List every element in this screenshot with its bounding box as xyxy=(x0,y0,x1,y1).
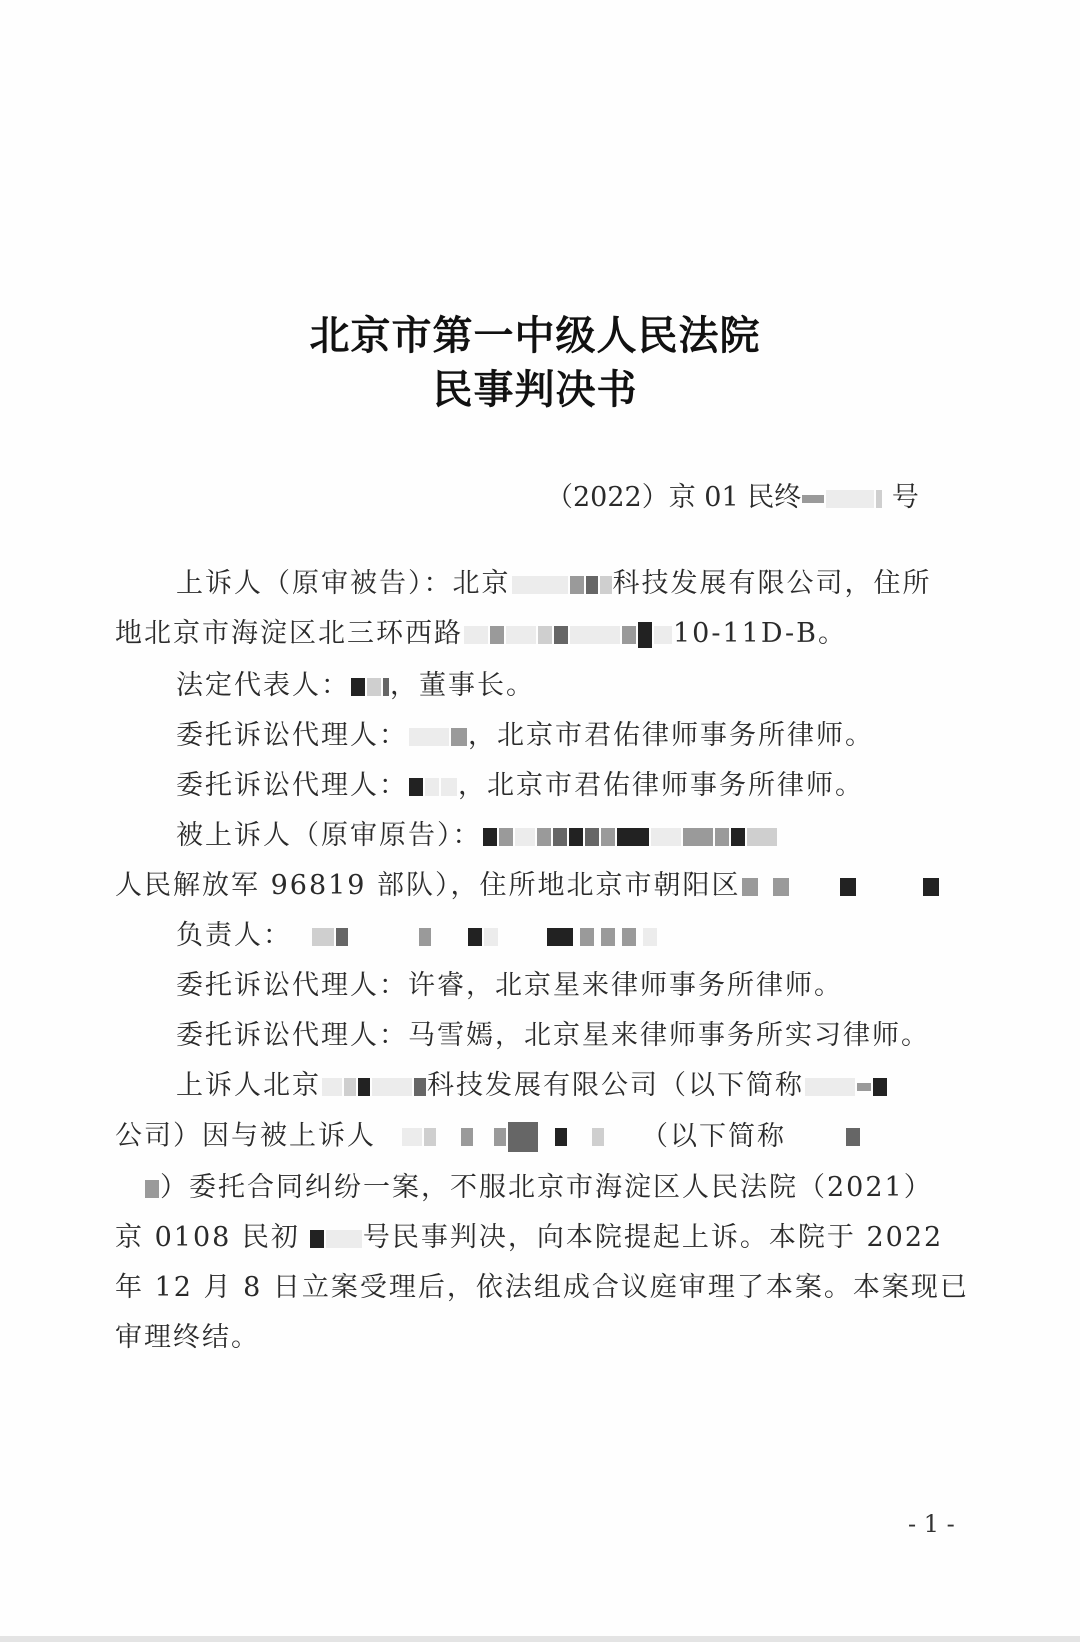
appellee-line xyxy=(176,822,778,849)
body-text: （以下简称 xyxy=(641,1120,786,1152)
redaction-block xyxy=(383,678,389,696)
redaction-block xyxy=(490,626,504,644)
redaction-block xyxy=(515,828,535,846)
redaction-block xyxy=(826,490,874,508)
body-text: ）委托合同纠纷一案，不服北京市海淀区人民法院（2021） xyxy=(160,1172,933,1203)
redaction-block xyxy=(547,928,573,946)
body-line-5: 年 12 月 8 日立案受理后，依法组成合议庭审理了本案。本案现已 xyxy=(115,1272,969,1303)
redaction-block xyxy=(622,928,636,946)
redaction-block xyxy=(569,828,583,846)
appellant-address-line xyxy=(115,620,847,648)
agent-label: 委托诉讼代理人： xyxy=(176,720,408,751)
redaction-block xyxy=(923,878,939,896)
redaction-block xyxy=(358,1078,370,1096)
responsible-label: 负责人： xyxy=(176,920,292,951)
redaction-block xyxy=(326,1230,362,1248)
redaction-block xyxy=(451,728,467,746)
legal-rep-label: 法定代表人： xyxy=(176,670,350,701)
redaction-block xyxy=(484,928,498,946)
redaction-block xyxy=(643,928,657,946)
redaction-block xyxy=(600,576,612,594)
redaction-block xyxy=(506,626,536,644)
redaction-block xyxy=(508,1122,538,1152)
appellee-agent-2-line: 委托诉讼代理人：马雪嫣，北京星来律师事务所实习律师。 xyxy=(176,1020,930,1051)
redaction-block xyxy=(876,490,882,508)
responsible-person-line xyxy=(176,922,658,949)
body-text: 科技发展有限公司（以下简称 xyxy=(427,1070,804,1101)
redaction-block xyxy=(499,828,513,846)
agent-label: 委托诉讼代理人： xyxy=(176,770,408,801)
page-number: - 1 - xyxy=(908,1510,955,1538)
redaction-block xyxy=(537,828,551,846)
redaction-block xyxy=(638,622,652,648)
redaction-block xyxy=(483,828,497,846)
redaction-block xyxy=(441,778,457,796)
page-bottom-edge xyxy=(0,1636,1080,1642)
legal-rep-line xyxy=(176,672,535,699)
redaction-block xyxy=(402,1128,422,1146)
redaction-block xyxy=(468,928,482,946)
appellee-address-line xyxy=(115,872,940,899)
court-name-title: 北京市第一中级人民法院 xyxy=(309,312,761,359)
appellant-address-head: 地北京市海淀区北三环西路 xyxy=(115,618,463,649)
appellee-agent-1-line: 委托诉讼代理人：许睿，北京星来律师事务所律师。 xyxy=(176,970,843,1001)
redaction-block xyxy=(747,828,777,846)
redaction-block xyxy=(409,778,423,796)
redaction-block xyxy=(654,626,672,644)
agent-firm: ，北京市君佑律师事务所律师。 xyxy=(468,720,874,751)
body-line-2 xyxy=(115,1122,861,1152)
redaction-block xyxy=(873,1078,887,1096)
redaction-block xyxy=(802,495,824,503)
redaction-block xyxy=(731,828,745,846)
redaction-block xyxy=(512,576,568,594)
appellant-agent-2-line xyxy=(176,772,864,799)
redaction-block xyxy=(372,1078,412,1096)
redaction-block xyxy=(601,928,615,946)
redaction-block xyxy=(310,1230,324,1248)
redaction-block xyxy=(773,878,789,896)
redaction-block xyxy=(409,728,449,746)
redaction-block xyxy=(570,576,584,594)
redaction-block xyxy=(683,828,713,846)
appellant-company-tail: 科技发展有限公司，住所 xyxy=(612,568,932,599)
redaction-block xyxy=(367,678,381,696)
appellant-address-tail: 10-11D-B。 xyxy=(673,618,847,649)
redaction-block xyxy=(351,678,365,696)
redaction-block xyxy=(336,928,348,946)
redaction-block xyxy=(586,576,598,594)
redaction-block xyxy=(554,626,568,644)
redaction-block xyxy=(464,626,488,644)
body-line-4 xyxy=(115,1224,943,1251)
redaction-block xyxy=(555,1128,567,1146)
appellee-address-head: 人民解放军 96819 部队），住所地北京市朝阳区 xyxy=(115,870,741,901)
case-number-prefix: （2022）京 01 民终 xyxy=(546,482,802,513)
redaction-block xyxy=(570,626,620,644)
redaction-block xyxy=(742,878,758,896)
redaction-block xyxy=(414,1078,426,1096)
redaction-block xyxy=(424,1128,436,1146)
redaction-block xyxy=(419,928,431,946)
appellant-label: 上诉人（原审被告）：北京 xyxy=(176,568,511,599)
redaction-block xyxy=(425,778,439,796)
redaction-block xyxy=(538,626,552,644)
redaction-block xyxy=(840,878,856,896)
redaction-block xyxy=(145,1180,159,1198)
appellant-line xyxy=(176,570,932,597)
redaction-block xyxy=(617,828,649,846)
redaction-block xyxy=(494,1128,506,1146)
redaction-block xyxy=(344,1078,356,1096)
appellee-label: 被上诉人（原审原告）： xyxy=(176,820,482,851)
redaction-block xyxy=(585,828,599,846)
body-line-1 xyxy=(176,1072,888,1099)
redaction-block xyxy=(846,1128,860,1146)
body-line-3 xyxy=(115,1174,933,1201)
appellant-agent-1-line xyxy=(176,722,874,749)
body-text: 公司）因与被上诉人 xyxy=(115,1120,376,1152)
redaction-block xyxy=(461,1128,473,1146)
redaction-block xyxy=(805,1078,855,1096)
redaction-block xyxy=(651,828,681,846)
body-line-6: 审理终结。 xyxy=(115,1322,260,1353)
redaction-block xyxy=(553,828,567,846)
redaction-block xyxy=(322,1078,342,1096)
case-number-suffix: 号 xyxy=(891,482,919,513)
redaction-block xyxy=(601,828,615,846)
legal-rep-tail: ，董事长。 xyxy=(390,670,535,701)
body-text: 号民事判决，向本院提起上诉。本院于 2022 xyxy=(362,1222,944,1253)
redaction-block xyxy=(715,828,729,846)
case-number xyxy=(546,484,919,511)
agent-firm: ，北京市君佑律师事务所律师。 xyxy=(458,770,864,801)
document-type-title: 民事判决书 xyxy=(432,366,638,413)
body-text: 上诉人北京 xyxy=(176,1070,321,1101)
redaction-block xyxy=(622,626,636,644)
redaction-block xyxy=(857,1083,871,1091)
body-text: 京 0108 民初 xyxy=(115,1222,300,1253)
redaction-block xyxy=(592,1128,604,1146)
redaction-block xyxy=(312,928,334,946)
redaction-block xyxy=(580,928,594,946)
